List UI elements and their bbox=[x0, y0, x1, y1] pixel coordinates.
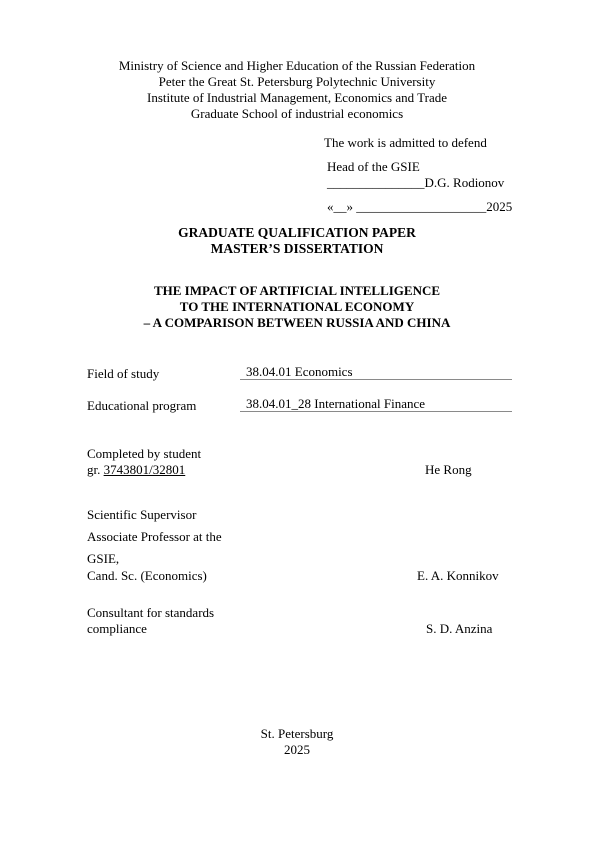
program-label: Educational program bbox=[87, 398, 197, 413]
date-month-trail: _______________ bbox=[388, 199, 487, 214]
paper-type-line2: MASTER’S DISSERTATION bbox=[210, 241, 384, 256]
thesis-title-line3: – A COMPARISON BETWEEN RUSSIA AND CHINA bbox=[143, 315, 451, 330]
signature-blank: _______________ bbox=[327, 175, 425, 190]
school-line: Graduate School of industrial economics bbox=[190, 106, 404, 121]
footer-year: 2025 bbox=[284, 742, 310, 757]
consultant-name: S. D. Anzina bbox=[426, 621, 493, 636]
field-of-study-label: Field of study bbox=[87, 366, 160, 381]
supervisor-name: E. A. Konnikov bbox=[417, 568, 499, 583]
thesis-title-line2: TO THE INTERNATIONAL ECONOMY bbox=[179, 299, 415, 314]
group-prefix: gr. bbox=[87, 462, 104, 477]
head-signature-line bbox=[327, 175, 504, 191]
date-open-quote: « bbox=[327, 199, 334, 214]
supervisor-label: Scientific Supervisor bbox=[87, 507, 197, 522]
admission-text: The work is admitted to defend bbox=[324, 135, 487, 150]
thesis-title-line1: THE IMPACT OF ARTIFICIAL INTELLIGENCE bbox=[153, 283, 441, 298]
admission-date-line bbox=[327, 199, 512, 215]
ministry-line: Ministry of Science and Higher Education of the Russian Federation bbox=[118, 58, 476, 73]
admission-year: 2025 bbox=[486, 199, 513, 214]
paper-type-line1: GRADUATE QUALIFICATION PAPER bbox=[178, 225, 416, 240]
supervisor-degree: Cand. Sc. (Economics) bbox=[87, 568, 207, 583]
group-number: 3743801/32801 bbox=[103, 462, 186, 477]
head-title: Head of the GSIE bbox=[327, 159, 420, 174]
student-name: He Rong bbox=[425, 462, 472, 477]
consultant-label-cont: compliance bbox=[87, 621, 147, 636]
supervisor-department: GSIE, bbox=[87, 551, 120, 566]
university-line: Peter the Great St. Petersburg Polytechnic University bbox=[158, 74, 436, 89]
footer-city: St. Petersburg bbox=[260, 726, 334, 741]
student-group bbox=[87, 462, 185, 478]
field-of-study-value: 38.04.01 Economics bbox=[240, 364, 512, 380]
date-month-blank: _____ bbox=[356, 199, 389, 214]
student-label: Completed by student bbox=[87, 446, 202, 461]
date-day-blank: __ bbox=[333, 199, 347, 214]
consultant-label: Consultant for standards bbox=[87, 605, 215, 620]
supervisor-position: Associate Professor at the bbox=[87, 529, 222, 544]
date-close-quote: » bbox=[346, 199, 353, 214]
program-value: 38.04.01_28 International Finance bbox=[240, 396, 512, 412]
head-name: D.G. Rodionov bbox=[424, 175, 505, 190]
institute-line: Institute of Industrial Management, Economics and Trade bbox=[146, 90, 448, 105]
